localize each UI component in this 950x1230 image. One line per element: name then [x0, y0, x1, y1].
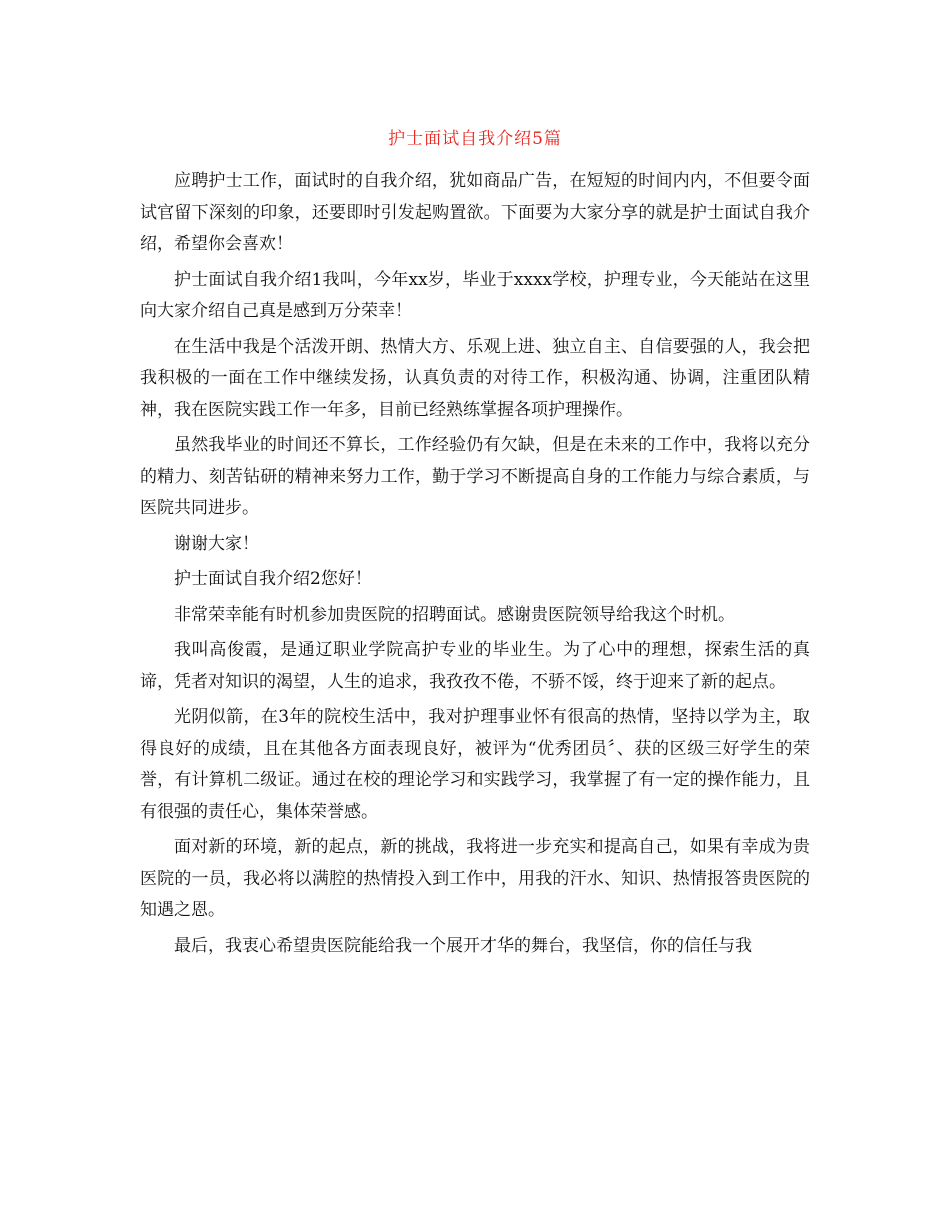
paragraph-6: 非常荣幸能有时机参加贵医院的招聘面试。感谢贵医院领导给我这个时机。: [174, 604, 735, 625]
paragraph-1: 护士面试自我介绍1我叫，今年xx岁，毕业于xxxx学校，护理专业，今天能站在这里向大家介绍自己真是感到万分荣幸！: [140, 269, 810, 321]
paragraph-5: 护士面试自我介绍2您好！: [174, 569, 372, 589]
paragraph-8: 光阴似箭，在3年的院校生活中，我对护理事业怀有很高的热情，坚持以学为主，取得良好的成绩，且在其他各方面表现良好，被评为“优秀团员〞、获的区级三好学生的荣誉，有计算机二级证。通过在校的理论学习和实践学习，我掌握了有一定的操作能力，且有很强的责任心，集体荣誉感。: [140, 707, 810, 822]
paragraph-9: 面对新的环境，新的起点，新的挑战，我将进一步充实和提高自己，如果有幸成为贵医院的一员，我必将以满腔的热情投入到工作中，用我的汗水、知识、热情报答贵医院的知遇之恩。: [140, 837, 810, 920]
document-body: [140, 166, 810, 966]
paragraph-3: 虽然我毕业的时间还不算长，工作经验仍有欠缺，但是在未来的工作中，我将以充分的精力、刻苦钻研的精神来努力工作，勤于学习不断提高自身的工作能力与综合素质，与医院共同进步。: [140, 435, 810, 518]
paragraph-4: 谢谢大家！: [174, 533, 259, 554]
paragraph-10: 最后，我衷心希望贵医院能给我一个展开才华的舞台，我坚信，你的信任与我: [174, 935, 752, 956]
paragraph-7: 我叫高俊霞，是通辽职业学院高护专业的毕业生。为了心中的理想，探索生活的真谛，凭者对知识的渴望，人生的追求，我孜孜不倦，不骄不馁，终于迎来了新的起点。: [140, 640, 810, 692]
paragraph-intro: 应聘护士工作，面试时的自我介绍，犹如商品广告，在短短的时间内内，不但要令面试官留下深刻的印象，还要即时引发起购置欲。下面要为大家分享的就是护士面试自我介绍，希望你会喜欢！: [140, 171, 810, 254]
document-title: 护士面试自我介绍5篇: [388, 129, 562, 149]
paragraph-2: 在生活中我是个活泼开朗、热情大方、乐观上进、独立自主、自信要强的人，我会把我积极的一面在工作中继续发扬，认真负责的对待工作，积极沟通、协调，注重团队精神，我在医院实践工作一年多，目前已经熟练掌握各项护理操作。: [140, 336, 810, 420]
